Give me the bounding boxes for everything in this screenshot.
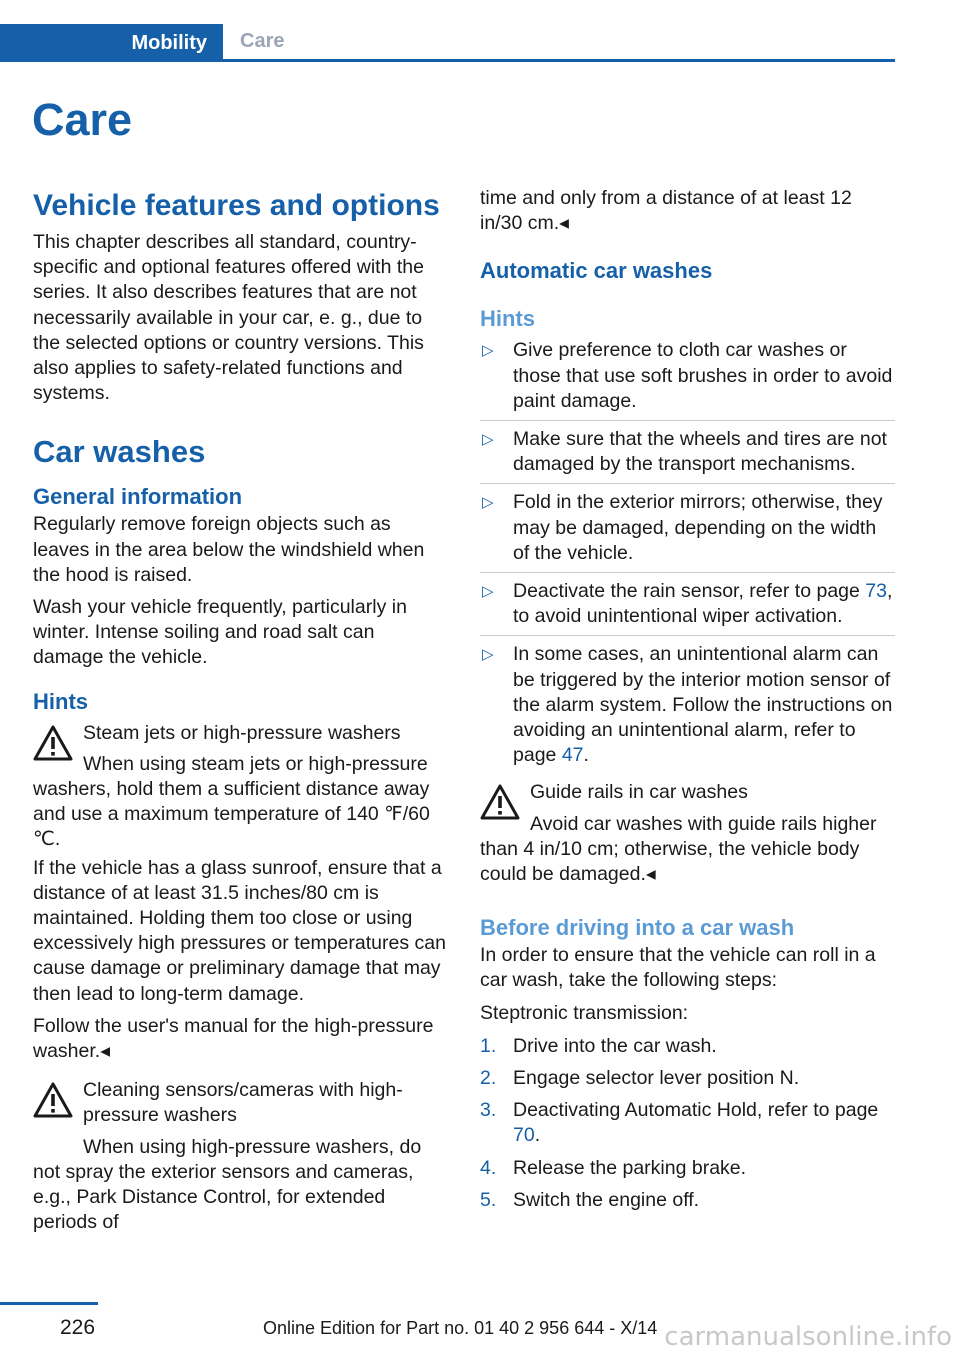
list-item: ▷ In some cases, an unintentional alarm can be triggered by the interior motion sensor of the alarm system. Follow the instructions on avoiding an unintentional alarm, refer to page 47.	[482, 643, 893, 767]
warning-sensors-cameras	[33, 1078, 448, 1235]
header-divider	[0, 59, 895, 62]
warning-guide-rails	[480, 780, 895, 887]
warning-title: Guide rails in car washes	[530, 781, 748, 804]
list-item: ▷ Give preference to cloth car washes or those that use soft brushes in order to avoid paint damage.	[480, 338, 895, 421]
page-number: 226	[60, 1316, 96, 1339]
heading-before-car-wash: Before driving into a car wash	[480, 915, 795, 941]
warning-triangle-icon	[33, 1082, 73, 1118]
list-item: 4. Release the parking brake.	[480, 1156, 747, 1179]
warning-body: Avoid car washes with guide rails higher than 4 in/10 cm; otherwise, the vehicle body could be damaged.◂	[480, 812, 877, 886]
heading-general-information: General information	[33, 484, 243, 510]
page-link-73[interactable]: 73	[865, 580, 887, 603]
warning-body: When using high-pressure washers, do not spray the exterior sensors and cameras, e.g., Park Distance Control, for extended periods of	[33, 1135, 422, 1234]
warning-title: Steam jets or high-pressure washers	[83, 721, 401, 744]
page-title: Care	[32, 94, 133, 145]
hints-bullet-list	[480, 338, 895, 774]
paragraph-foreign-objects: Regularly remove foreign objects such as leaves in the area below the windshield when the hood is raised.	[33, 513, 425, 586]
watermark: carmanualsonline.info	[664, 1322, 952, 1352]
page-link-47[interactable]: 47	[561, 744, 584, 767]
right-column	[480, 186, 895, 1220]
paragraph-steptronic: Steptronic transmission:	[480, 1001, 689, 1024]
triangle-bullet-icon: ▷	[482, 583, 494, 601]
warning-steam-jets	[33, 721, 448, 853]
paragraph-distance-continued: time and only from a distance of at least 12 in/30 cm.◂	[480, 187, 852, 235]
warning-triangle-icon	[33, 725, 73, 761]
paragraph-before-car-wash: In order to ensure that the vehicle can roll in a car wash, take the following steps:	[480, 944, 876, 992]
paragraph-vehicle-features: This chapter describes all standard, country-specific and optional features offered with the series. It also describes features that are not necessarily available in your car, e. g., due to the selected options or country versions. This also applies to safety-related functions and systems.	[33, 231, 424, 405]
triangle-bullet-icon: ▷	[482, 342, 494, 360]
section-tab-care[interactable]: Care	[240, 30, 285, 52]
list-item: 2. Engage selector lever position N.	[480, 1067, 800, 1090]
list-item: 1. Drive into the car wash.	[480, 1034, 717, 1057]
paragraph-glass-sunroof: If the vehicle has a glass sunroof, ensure that a distance of at least 31.5 inches/80 cm is maintained. Holding them too close or using excessively high pressures or temperatures can cause damage or preliminary damage that may then lead to long-term damage.	[33, 856, 446, 1005]
list-item: 5. Switch the engine off.	[480, 1188, 700, 1211]
list-item: ▷ Make sure that the wheels and tires are not damaged by the transport mechanisms.	[480, 427, 895, 484]
warning-triangle-icon	[480, 784, 520, 820]
steps-numbered-list	[480, 1034, 895, 1219]
heading-automatic-car-washes: Automatic car washes	[480, 258, 713, 284]
heading-hints-automatic: Hints	[480, 306, 535, 332]
page-link-70[interactable]: 70	[513, 1124, 535, 1147]
paragraph-follow-manual: Follow the user's manual for the high-pressure washer.◂	[33, 1014, 434, 1063]
footer-divider	[0, 1302, 98, 1305]
list-item: ▷ Fold in the exterior mirrors; otherwise, they may be damaged, depending on the width of the vehicle.	[480, 490, 895, 573]
triangle-bullet-icon: ▷	[482, 646, 494, 664]
page-header	[0, 24, 895, 62]
list-item: 3. Deactivating Automatic Hold, refer to page 70.	[480, 1099, 879, 1147]
triangle-bullet-icon: ▷	[482, 494, 494, 512]
paragraph-wash-frequently: Wash your vehicle frequently, particularly in winter. Intense soiling and road salt can damage the vehicle.	[33, 596, 407, 669]
heading-car-washes: Car washes	[33, 434, 206, 470]
edition-info: Online Edition for Part no. 01 40 2 956 644 - X/14	[263, 1318, 658, 1338]
warning-title: Cleaning sensors/cameras with high-pressure washers	[83, 1079, 403, 1127]
heading-vehicle-features: Vehicle features and options	[33, 189, 440, 222]
triangle-bullet-icon: ▷	[482, 431, 494, 449]
warning-body: When using steam jets or high-pressure washers, hold them a sufficient distance away and use a maximum temperature of 140 ℉/60 ℃.	[33, 752, 430, 851]
section-tab-mobility[interactable]: Mobility	[0, 24, 223, 62]
left-column	[33, 186, 448, 1239]
list-item: ▷ Deactivate the rain sensor, refer to page 73, to avoid unintentional wiper activation.	[480, 579, 895, 636]
heading-hints: Hints	[33, 688, 88, 714]
